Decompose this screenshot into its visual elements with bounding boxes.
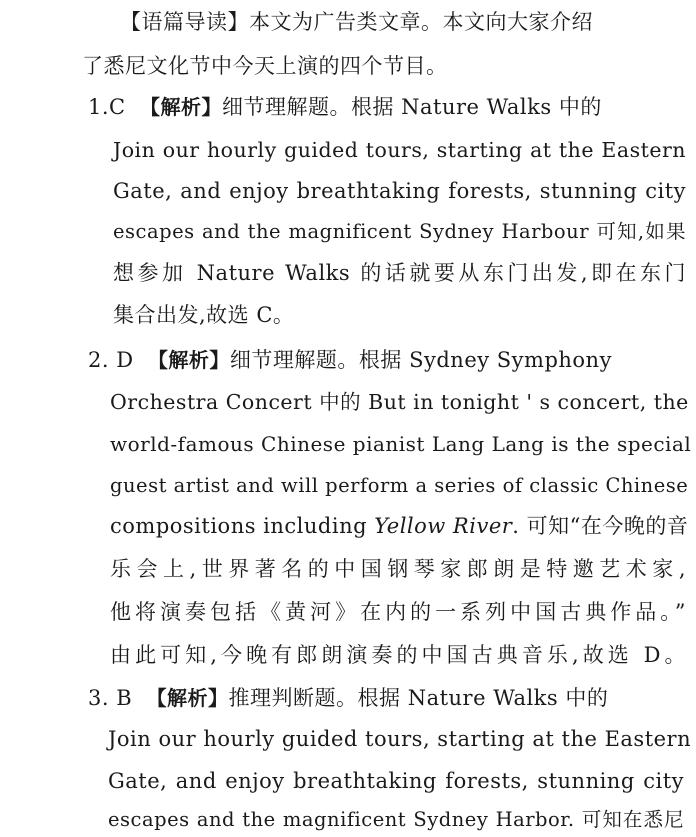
intro-text-2: 了悉尼文化节中今天上演的四个节目。 (82, 54, 448, 78)
answer-3-text: 推理判断题。根据 Nature Walks 中的 (228, 686, 609, 710)
intro-line-2 (82, 52, 448, 80)
answer-2-line-3: world-famous Chinese pianist Lang Lang is the special (110, 432, 692, 456)
answer-3-line-1 (88, 684, 686, 712)
answer-3-number: 3. B (88, 686, 133, 710)
answer-2-text: 细节理解题。根据 Sydney Symphony (229, 348, 612, 372)
answer-2-line-5a: compositions including (110, 514, 368, 538)
answer-2-line-7: 他将演奏包括《黄河》在内的一系列中国古典作品。” (110, 600, 686, 624)
answer-1-line-5: 想参加 Nature Walks 的话就要从东门出发,即在东门 (113, 261, 686, 285)
answer-2-line-8: 由此可知,今晚有郎朗演奏的中国古典音乐,故选 D。 (110, 643, 686, 667)
answer-1-number: 1.C (88, 95, 126, 119)
answer-3-analysis-tag: 【解析】 (146, 686, 229, 710)
answer-1-analysis-tag: 【解析】 (139, 95, 222, 119)
intro-text-1: 本文为广告类文章。本文向大家介绍 (249, 10, 593, 34)
song-title-yellow-river: Yellow River (374, 514, 513, 538)
answer-2-line-1 (88, 346, 686, 374)
answer-1-line-6: 集合出发,故选 C。 (113, 303, 295, 327)
answer-3-line-2: Join our hourly guided tours, starting at the Eastern (108, 727, 692, 751)
answer-3-line-3: Gate, and enjoy breathtaking forests, stunning city (108, 769, 684, 793)
answer-2-number: 2. D (88, 348, 134, 372)
answer-1-line-1 (88, 93, 686, 121)
answer-2-line-6: 乐会上,世界著名的中国钢琴家郎朗是特邀艺术家, (110, 557, 686, 581)
reading-guide-label: 【语篇导读】 (120, 10, 249, 34)
answer-3-line-4: escapes and the magnificent Sydney Harbor. 可知在悉尼 (108, 808, 684, 831)
answer-1-line-3: Gate, and enjoy breathtaking forests, stunning city (113, 179, 686, 203)
intro-line-1 (120, 8, 686, 36)
answer-1-text: 细节理解题。根据 Nature Walks 中的 (221, 95, 602, 119)
answer-2-line-5b: . 可知“在今晚的音 (512, 514, 689, 538)
answer-2-line-4: guest artist and will perform a series of classic Chinese (110, 474, 689, 497)
answer-2-line-2: Orchestra Concert 中的 But in tonight ' s concert, the (110, 390, 689, 414)
answer-2-analysis-tag: 【解析】 (147, 348, 230, 372)
answer-1-line-2: Join our hourly guided tours, starting at the Eastern (113, 138, 686, 162)
answer-1-line-4: escapes and the magnificent Sydney Harbour 可知,如果 (113, 220, 686, 243)
answer-2-line-5 (110, 512, 689, 540)
